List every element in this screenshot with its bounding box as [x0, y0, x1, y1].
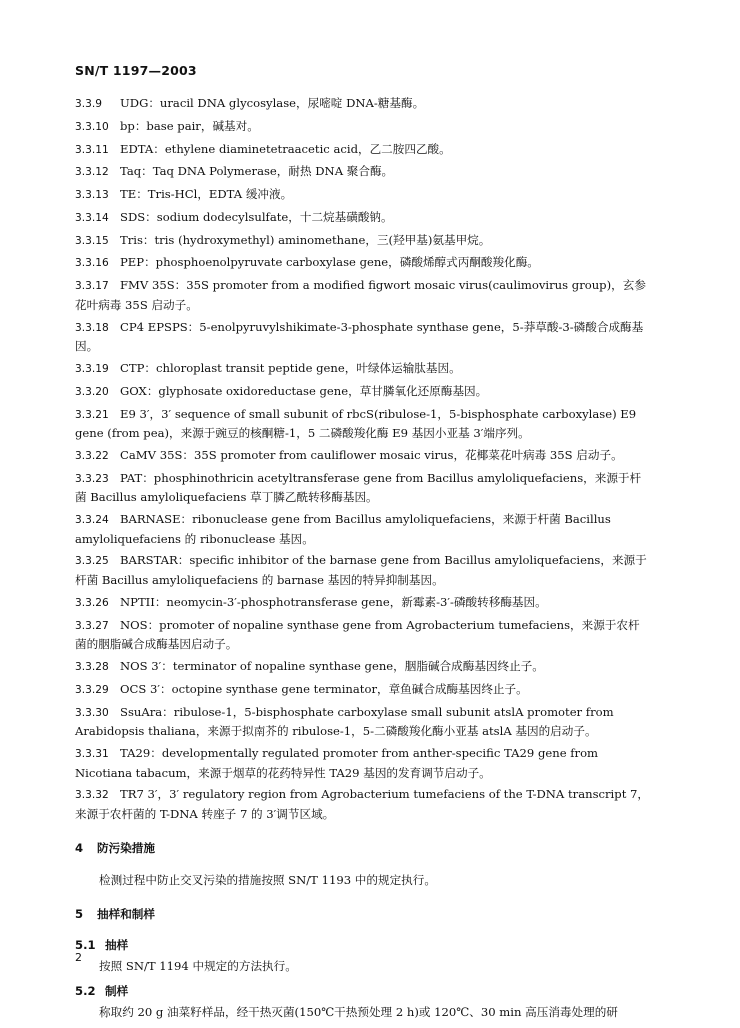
definition-entry: [75, 208, 650, 228]
page-number: 2: [75, 951, 82, 964]
entry-text: EDTA：ethylene diaminetetraacetic acid，乙二胺四乙酸。: [120, 141, 451, 156]
entry-text: FMV 35S：35S promoter from a modified figwort mosaic virus(caulimovirus group)，玄参花叶病毒 35S 启动子。: [75, 278, 646, 312]
definition-entry: [75, 657, 650, 677]
entry-number: 3.3.10: [75, 120, 109, 133]
entry-number: 3.3.15: [75, 234, 109, 247]
definition-entry: [75, 703, 650, 741]
entry-number: 3.3.31: [75, 747, 109, 760]
subsection-number: 5.2: [75, 983, 96, 998]
entry-text: BARSTAR：specific inhibitor of the barnase gene from Bacillus amyloliquefaciens，来源于杆菌 Bacillus amyloliquefaciens 的 barnase 基因的特异抑制基因。: [75, 553, 647, 588]
entry-number: 3.3.16: [75, 257, 109, 270]
entry-number: 3.3.32: [75, 789, 109, 802]
entry-text: bp：base pair，碱基对。: [120, 118, 259, 133]
entry-number: 3.3.19: [75, 363, 109, 375]
entry-text: TE：Tris-HCl，EDTA 缓冲液。: [120, 187, 293, 202]
subsection-title: 抽样: [105, 937, 129, 952]
definition-entry: [75, 140, 650, 160]
definition-entry: [75, 593, 650, 613]
entry-text: NPTII：neomycin-3′-phosphotransferase gene，新霉素-3′-磷酸转移酶基因。: [120, 594, 547, 609]
entry-text: NOS：promoter of nopaline synthase gene from Agrobacterium tumefaciens，来源于农杆菌的胭脂碱合成酶基因启动子。: [75, 617, 640, 652]
entry-number: 3.3.24: [75, 514, 109, 527]
entry-number: 3.3.22: [75, 449, 109, 462]
entry-number: 3.3.18: [75, 321, 109, 334]
definition-entry: [75, 469, 650, 507]
section-number: 4: [75, 840, 84, 855]
subsection-paragraph: 按照 SN/T 1194 中规定的方法执行。: [99, 958, 297, 973]
entry-number: 3.3.13: [75, 189, 109, 202]
entry-text: NOS 3′：terminator of nopaline synthase gene，胭脂碱合成酶基因终止子。: [120, 659, 544, 673]
section-heading-4: [75, 838, 650, 858]
entry-number: 3.3.9: [75, 98, 102, 110]
definition-entry: [75, 253, 650, 273]
definition-entry: [75, 117, 650, 137]
entry-number: 3.3.26: [75, 596, 109, 609]
definition-entry: [75, 510, 650, 548]
definition-entry: [75, 162, 650, 182]
abbreviation-list: [75, 94, 650, 824]
definition-entry: [75, 744, 650, 782]
entry-number: 3.3.30: [75, 706, 109, 719]
entry-text: GOX：glyphosate oxidoreductase gene，草甘膦氧化还原酶基因。: [120, 383, 488, 398]
entry-number: 3.3.29: [75, 683, 109, 696]
section-number: 5: [75, 906, 84, 921]
document-body: [75, 94, 650, 1028]
entry-text: CTP：chloroplast transit peptide gene，叶绿体运输肽基因。: [120, 361, 461, 375]
subsection-paragraph: 称取约 20 g 油菜籽样品，经干热灭菌(150℃干热预处理 2 h)或 120℃、30 min 高压消毒处理的研: [99, 1004, 618, 1019]
entry-text: SsuAra：ribulose-1，5-bisphosphate carboxylase small subunit atslA promoter from Arabidopsis thaliana，来源于拟南芥的 ribulose-1，5-二磷酸羧化酶小亚基 atslA 基因的启动子。: [75, 704, 614, 739]
entry-text: E9 3′，3′ sequence of small subunit of rbcS(ribulose-1，5-bisphosphate carboxylase) E9 gene (from pea)，来源于豌豆的核酮糖-1，5 二磷酸羧化酶 E9 基因小亚基 3′端序列。: [75, 406, 637, 441]
subsection-number: 5.1: [75, 937, 96, 952]
entry-number: 3.3.20: [75, 385, 109, 398]
section-title: 抽样和制样: [97, 906, 155, 921]
definition-entry: [75, 680, 650, 700]
entry-number: 3.3.27: [75, 619, 109, 632]
entry-number: 3.3.25: [75, 555, 109, 568]
definition-entry: [75, 359, 650, 379]
entry-number: 3.3.23: [75, 472, 109, 485]
entry-text: TR7 3′，3′ regulatory region from Agrobacterium tumefaciens of the T-DNA transcript 7，来源于农杆菌的 T-DNA 转座子 7 的 3′调节区域。: [75, 787, 650, 821]
definition-entry: [75, 616, 650, 654]
entry-number: 3.3.11: [75, 143, 109, 156]
definition-entry: [75, 276, 650, 314]
subsection-heading-5-2: [75, 982, 650, 1000]
entry-number: 3.3.14: [75, 211, 109, 224]
entry-text: PEP：phosphoenolpyruvate carboxylase gene，磷酸烯醇式丙酮酸羧化酶。: [120, 255, 539, 270]
standard-code-header: SN/T 1197—2003: [75, 63, 197, 78]
section-title: 防污染措施: [97, 840, 155, 855]
definition-entry: [75, 318, 650, 356]
definition-entry: [75, 785, 650, 823]
entry-text: BARNASE：ribonuclease gene from Bacillus amyloliquefaciens，来源于杆菌 Bacillus amyloliquefaciens 的 ribonuclease 基因。: [75, 512, 611, 546]
entry-text: SDS：sodium dodecylsulfate，十二烷基磺酸钠。: [120, 209, 393, 224]
section-heading-5: [75, 904, 650, 924]
entry-number: 3.3.28: [75, 661, 109, 673]
entry-number: 3.3.17: [75, 280, 109, 293]
definition-entry: [75, 382, 650, 402]
definition-entry: [75, 405, 650, 443]
entry-text: UDG：uracil DNA glycosylase，尿嘧啶 DNA-糖基酶。: [120, 96, 425, 110]
definition-entry: [75, 185, 650, 205]
entry-text: CaMV 35S：35S promoter from cauliflower mosaic virus，花椰菜花叶病毒 35S 启动子。: [120, 447, 623, 462]
entry-text: OCS 3′：octopine synthase gene terminator，章鱼碱合成酶基因终止子。: [120, 681, 528, 696]
entry-text: TA29：developmentally regulated promoter from anther-specific TA29 gene from Nicotiana tabacum，来源于烟草的花药特异性 TA29 基因的发育调节启动子。: [75, 745, 599, 780]
subsection-heading-5-1: [75, 936, 650, 954]
entry-text: Taq：Taq DNA Polymerase，耐热 DNA 聚合酶。: [120, 164, 394, 179]
entry-text: PAT：phosphinothricin acetyltransferase gene from Bacillus amyloliquefaciens，来源于杆菌 Bacillus amyloliquefaciens 草丁膦乙酰转移酶基因。: [75, 470, 642, 505]
section-paragraph: 检测过程中防止交叉污染的措施按照 SN/T 1193 中的规定执行。: [99, 872, 436, 887]
definition-entry: [75, 94, 650, 114]
entry-text: CP4 EPSPS：5-enolpyruvylshikimate-3-phosphate synthase gene，5-莽草酸-3-磷酸合成酶基因。: [75, 319, 644, 354]
definition-entry: [75, 551, 650, 589]
entry-text: Tris：tris (hydroxymethyl) aminomethane，三(羟甲基)氨基甲烷。: [120, 232, 491, 247]
entry-number: 3.3.21: [75, 408, 109, 421]
subsection-title: 制样: [105, 983, 129, 998]
definition-entry: [75, 231, 650, 251]
definition-entry: [75, 446, 650, 466]
entry-number: 3.3.12: [75, 166, 109, 179]
